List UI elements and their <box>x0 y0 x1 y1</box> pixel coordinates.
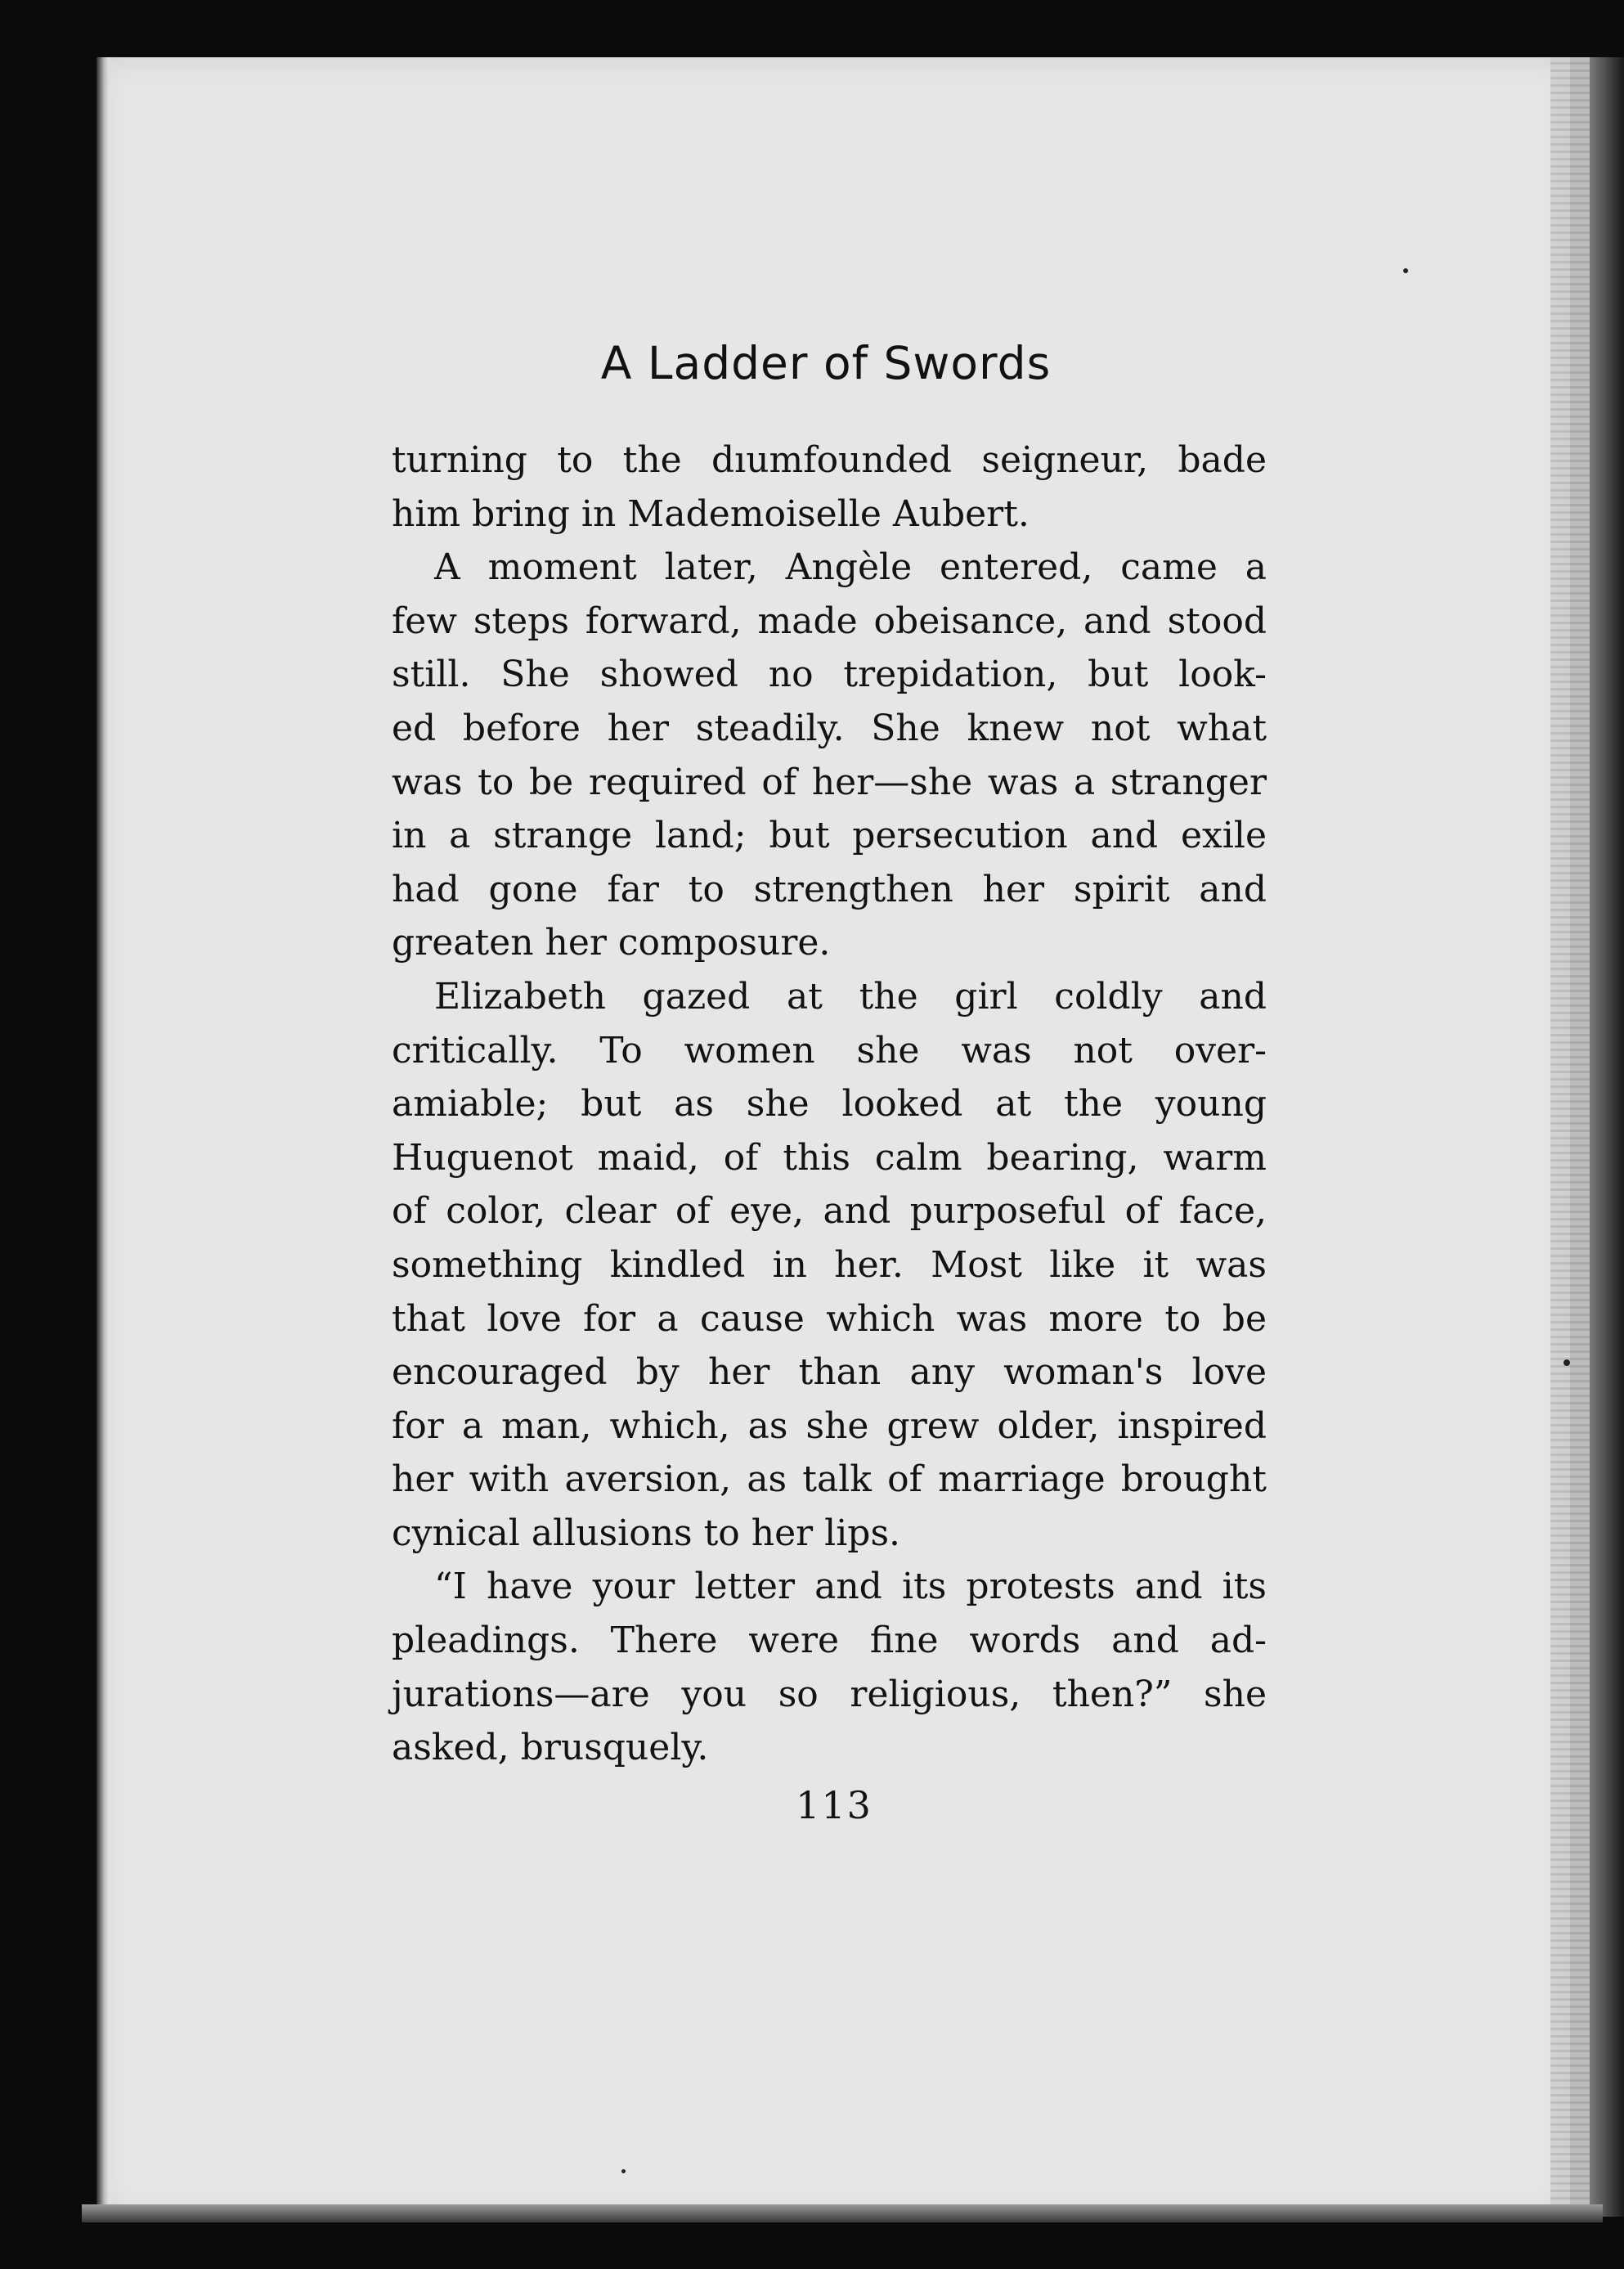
text-line: turning to the dıumfounded seigneur, bade <box>392 439 1267 481</box>
text-line: was to be required of her—she was a stranger <box>392 761 1267 803</box>
text-line: for a man, which, as she grew older, inspired <box>392 1404 1267 1447</box>
text-line: in a strange land; but persecution and exile <box>392 815 1267 857</box>
text-line: Huguenot maid, of this calm bearing, warm <box>392 1136 1267 1179</box>
text-line: A moment later, Angèle entered, came a <box>434 546 1267 589</box>
text-line: ed before her steadily. She knew not what <box>392 707 1267 749</box>
body-text <box>392 434 1267 1775</box>
text-line: had gone far to strengthen her spirit and <box>392 868 1267 910</box>
scan-speck <box>1563 1359 1570 1366</box>
text-line: of color, clear of eye, and purposeful of face, <box>392 1190 1267 1233</box>
text-line: greaten her composure. <box>392 922 831 964</box>
text-line: something kindled in her. Most like it was <box>392 1243 1267 1286</box>
text-line: that love for a cause which was more to be <box>392 1297 1267 1340</box>
running-head: A Ladder of Swords <box>600 337 1052 389</box>
text-line: asked, brusquely. <box>392 1727 709 1769</box>
text-block <box>392 434 1267 1775</box>
text-line: encouraged by her than any woman's love <box>392 1351 1267 1394</box>
page-edge-shadow <box>1590 57 1624 2217</box>
page-number: 113 <box>796 1783 873 1827</box>
text-line: “I have your letter and its protests and its <box>434 1566 1267 1608</box>
text-line: cynical allusions to her lips. <box>392 1512 901 1554</box>
text-line: critically. To women she was not over- <box>392 1029 1267 1072</box>
page-edge-right <box>1550 57 1590 2217</box>
text-line: Elizabeth gazed at the girl coldly and <box>434 975 1267 1018</box>
page-edge-bottom <box>82 2204 1603 2222</box>
page-gutter-left <box>96 57 110 2217</box>
scan-speck <box>1403 268 1408 273</box>
text-line: him bring in Mademoiselle Aubert. <box>392 492 1030 535</box>
text-line: jurations—are you so religious, then?” she <box>392 1673 1267 1715</box>
text-line: pleadings. There were fine words and ad- <box>392 1620 1267 1662</box>
text-line: her with aversion, as talk of marriage brought <box>392 1458 1267 1501</box>
text-line: amiable; but as she looked at the young <box>392 1083 1267 1126</box>
text-line: few steps forward, made obeisance, and stood <box>392 600 1267 642</box>
text-line: still. She showed no trepidation, but look- <box>392 654 1267 696</box>
scan-speck <box>621 2169 626 2173</box>
